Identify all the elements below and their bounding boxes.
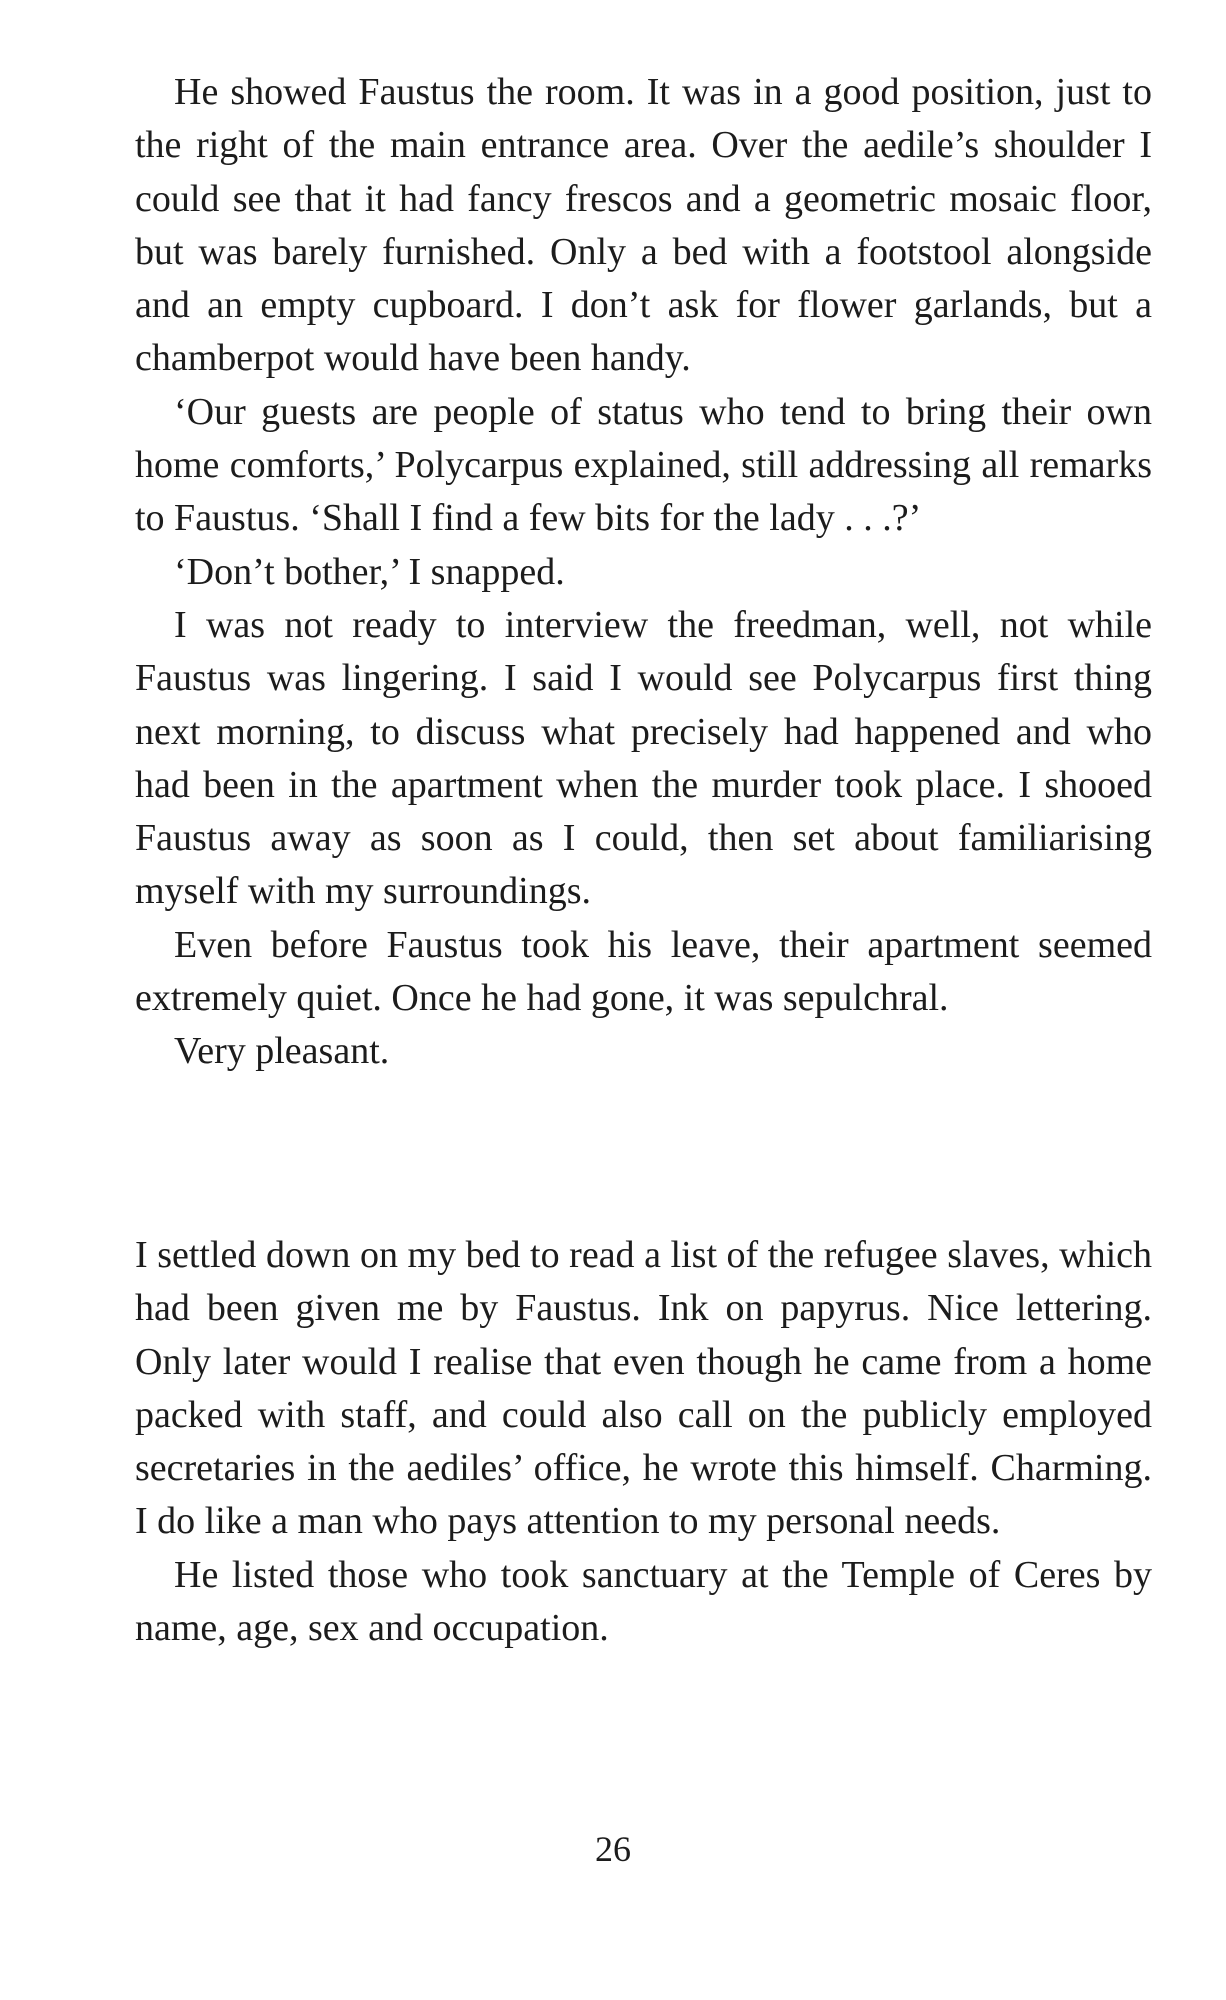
- section-2: [135, 1229, 1152, 1655]
- paragraph: He showed Faustus the room. It was in a good position, just to the right of the main entrance area. Over the aedile’s shoulder I could see that it had fancy frescos and a geometric mosaic floor, but was barely furnished. Only a bed with a footstool alongside and an empty cupboard. I don’t ask for flower garlands, but a chamberpot would have been handy.: [135, 71, 1152, 380]
- paragraph: He listed those who took sanctuary at the Temple of Ceres by name, age, sex and occupation.: [135, 1553, 1152, 1650]
- paragraph: I was not ready to interview the freedman, well, not while Faustus was lingering. I said I would see Polycarpus first thing next morning, to discuss what precisely had happened and who had been in the apartment when the murder took place. I shooed Faustus away as soon as I could, then set about familiarising myself with my surroundings.: [135, 603, 1152, 913]
- paragraph: ‘Don’t bother,’ I snapped.: [174, 550, 565, 593]
- page-number: 26: [595, 1829, 631, 1869]
- paragraph: ‘Our guests are people of status who tend to bring their own home comforts,’ Polycarpus explained, still addressing all remarks to Faustus. ‘Shall I find a few bits for the lady . . .?’: [135, 390, 1152, 540]
- section-1: [135, 66, 1152, 1079]
- paragraph: Very pleasant.: [174, 1030, 390, 1073]
- paragraph: I settled down on my bed to read a list of the refugee slaves, which had been given me by Faustus. Ink on papyrus. Nice lettering. Only later would I realise that even though he came from a home packed with staff, and could also call on the publicly employed secretaries in the aediles’ office, he wrote this himself. Charming. I do like a man who pays attention to my personal needs.: [135, 1234, 1152, 1543]
- paragraph: Even before Faustus took his leave, their apartment seemed extremely quiet. Once he had gone, it was sepulchral.: [135, 923, 1152, 1020]
